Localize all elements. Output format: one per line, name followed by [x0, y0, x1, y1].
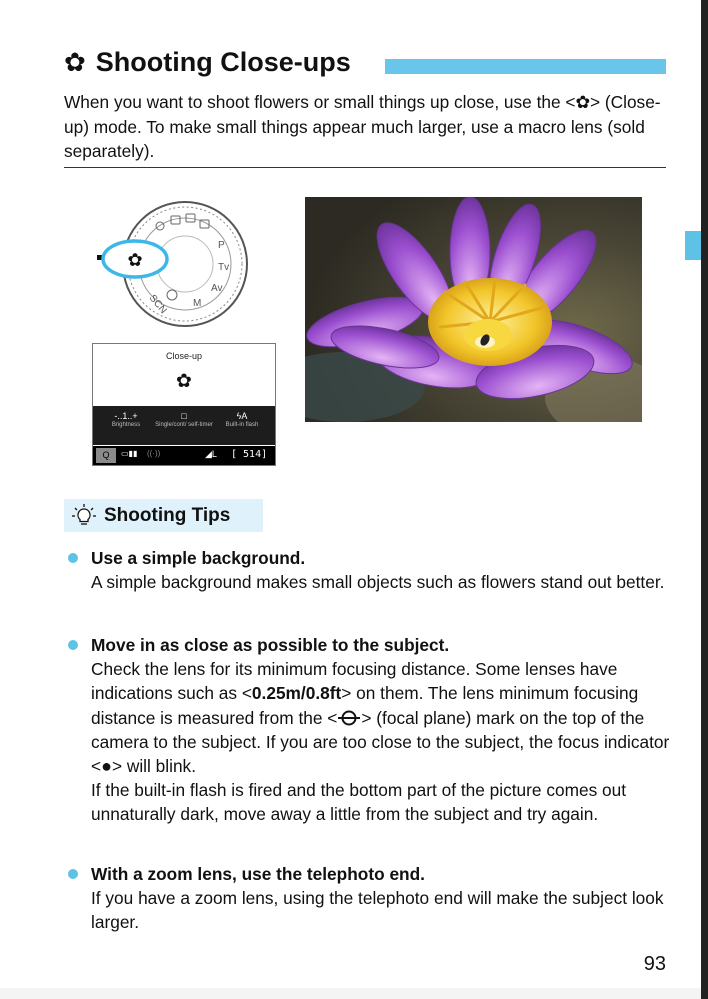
dial-label-m: M: [193, 298, 202, 309]
lcd-setting-flash: [212, 410, 272, 430]
dial-label-scn: SCN: [146, 292, 169, 317]
flower-closeup-icon: ✿: [127, 250, 143, 271]
section-divider: [64, 167, 666, 168]
bullet-dot-icon: [68, 640, 78, 650]
lcd-settings-bar: [93, 406, 275, 445]
lcd-setting-label: Single/cont/ self-timer: [155, 422, 213, 428]
tip-body: [91, 657, 676, 778]
single-shot-icon: □: [181, 411, 187, 421]
focus-indicator-icon: ●: [101, 756, 112, 777]
lightbulb-icon: [70, 502, 98, 530]
wifi-icon: ((·)): [147, 449, 161, 458]
bottom-margin: [0, 988, 701, 999]
lcd-status-bar: [93, 446, 275, 465]
shooting-tips-header: [64, 499, 263, 532]
chapter-tab: [685, 231, 701, 260]
bullet-dot-icon: [68, 869, 78, 879]
dial-label-tv: Tv: [218, 262, 230, 273]
tip-body: A simple background makes small objects such as flowers stand out better.: [91, 572, 665, 593]
page-title-text: Shooting Close-ups: [95, 47, 351, 77]
lcd-setting-drive: [154, 410, 214, 430]
brightness-scale-icon: -..1..+: [114, 411, 138, 421]
tip-zoom-telephoto: [91, 862, 676, 935]
flash-auto-icon: ϟA: [236, 411, 248, 421]
lcd-setting-label: Brightness: [111, 422, 141, 428]
title-accent-bar: [385, 59, 666, 74]
tip-heading: Use a simple background.: [91, 548, 306, 568]
water-lily-photo: [305, 197, 642, 422]
quick-control-icon: Q: [96, 448, 116, 463]
page-title: [64, 44, 351, 80]
flower-closeup-icon: ✿: [176, 371, 192, 392]
min-focus-distance: 0.25m/0.8ft: [251, 683, 342, 704]
camera-lcd-screen: [92, 343, 276, 466]
intro-paragraph: When you want to shoot flowers or small things up close, use the <✿> (Close-up) mode. To make small things appear much larger, use a macro lens (sold separately).: [64, 92, 661, 161]
page-number: 93: [643, 953, 666, 975]
shooting-tips-title: Shooting Tips: [104, 504, 231, 526]
lcd-mode-label: Close-up: [165, 351, 203, 361]
tip-text: > (focal plane) mark on the top of the camera to the subject. If you are too close to the subject, the focus indicator <: [91, 707, 670, 777]
shots-remaining: [ 514]: [231, 449, 268, 460]
lcd-setting-label: Built-in flash: [225, 422, 259, 428]
tip-move-close: [91, 633, 676, 827]
tip-text: Check the lens for its minimum focusing distance. Some lenses have indications such as <: [91, 659, 618, 704]
image-quality-indicator: ◢L: [205, 449, 217, 459]
battery-icon: ▭▮▮: [121, 449, 138, 458]
tip-body-flash: If the built-in flash is fired and the bottom part of the picture comes out unnaturally dark, move away a little from the subject and try again.: [91, 780, 627, 825]
tip-heading: Move in as close as possible to the subject.: [91, 635, 450, 655]
tip-body: If you have a zoom lens, using the telephoto end will make the subject look larger.: [91, 888, 664, 933]
focal-plane-mark-icon: [337, 710, 361, 726]
tip-text: > on them. The lens minimum focusing distance is measured from the <: [91, 683, 639, 728]
flower-closeup-icon: ✿: [64, 47, 86, 77]
tip-text: > will blink.: [111, 756, 197, 777]
bullet-dot-icon: [68, 553, 78, 563]
tip-heading: With a zoom lens, use the telephoto end.: [91, 864, 425, 884]
page-edge: [701, 0, 708, 999]
mode-dial-illustration: [94, 196, 256, 328]
lcd-setting-brightness: [96, 410, 156, 430]
tip-simple-background: [91, 546, 676, 594]
dial-label-av: Av: [211, 283, 223, 294]
dial-label-p: P: [218, 240, 225, 251]
